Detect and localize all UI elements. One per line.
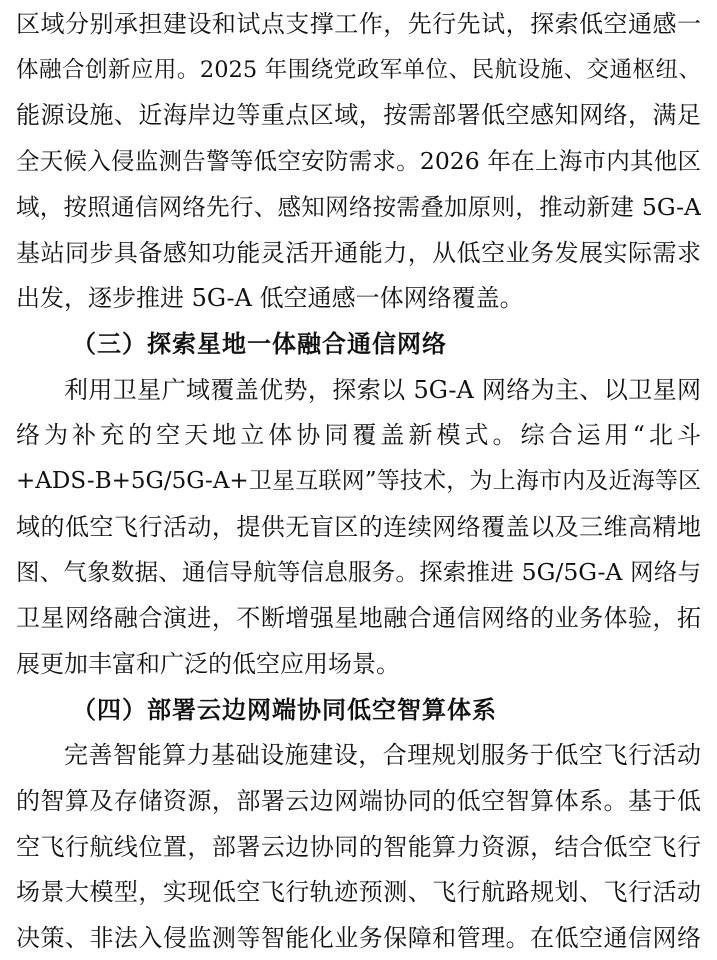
paragraph-line: 出发，逐步推进 5G-A 低空通感一体网络覆盖。 — [16, 284, 524, 313]
paragraph-line: 能源设施、近海岸边等重点区域，按需部署低空感知网络，满足 — [16, 101, 701, 130]
paragraph-line: 络为补充的空天地立体协同覆盖新模式。综合运用“北斗 — [16, 421, 701, 450]
section-heading: （四）部署云边网端协同低空智算体系 — [72, 694, 497, 724]
paragraph-line: 完善智能算力基础设施建设，合理规划服务于低空飞行活动 — [64, 741, 701, 770]
paragraph-line: 全天候入侵监测告警等低空安防需求。2026 年在上海市内其他区 — [16, 147, 701, 176]
paragraph-line: 图、气象数据、通信导航等信息服务。探索推进 5G/5G-A 网络与 — [16, 558, 701, 587]
paragraph-line: 空飞行航线位置，部署云边协同的智能算力资源，结合低空飞行 — [16, 832, 701, 861]
paragraph-line: +ADS-B+5G/5G-A+卫星互联网”等技术，为上海市内及近海等区 — [16, 468, 701, 494]
paragraph-line: 域的低空飞行活动，提供无盲区的连续网络覆盖以及三维高精地 — [16, 512, 701, 541]
paragraph-line: 域，按照通信网络先行、感知网络按需叠加原则，推动新建 5G-A — [16, 192, 701, 221]
paragraph-line: 卫星网络融合演进，不断增强星地融合通信网络的业务体验，拓 — [16, 604, 701, 633]
paragraph-line: 基站同步具备感知功能灵活开通能力，从低空业务发展实际需求 — [16, 238, 701, 267]
section-heading: （三）探索星地一体融合通信网络 — [72, 328, 447, 358]
paragraph-line: 展更加丰富和广泛的低空应用场景。 — [16, 649, 400, 678]
paragraph-line: 利用卫星广域覆盖优势，探索以 5G-A 网络为主、以卫星网 — [64, 375, 701, 404]
paragraph-line: 决策、非法入侵监测等智能化业务保障和管理。在低空通信网络 — [16, 924, 701, 952]
paragraph-line: 区域分别承担建设和试点支撑工作，先行先试，探索低空通感一 — [16, 10, 701, 38]
paragraph-line: 的智算及存储资源，部署云边网端协同的低空智算体系。基于低 — [16, 786, 701, 815]
paragraph-line: 体融合创新应用。2025 年围绕党政军单位、民航设施、交通枢纽、 — [16, 56, 701, 83]
paragraph-line: 场景大模型，实现低空飞行轨迹预测、飞行航路规划、飞行活动 — [16, 878, 701, 907]
